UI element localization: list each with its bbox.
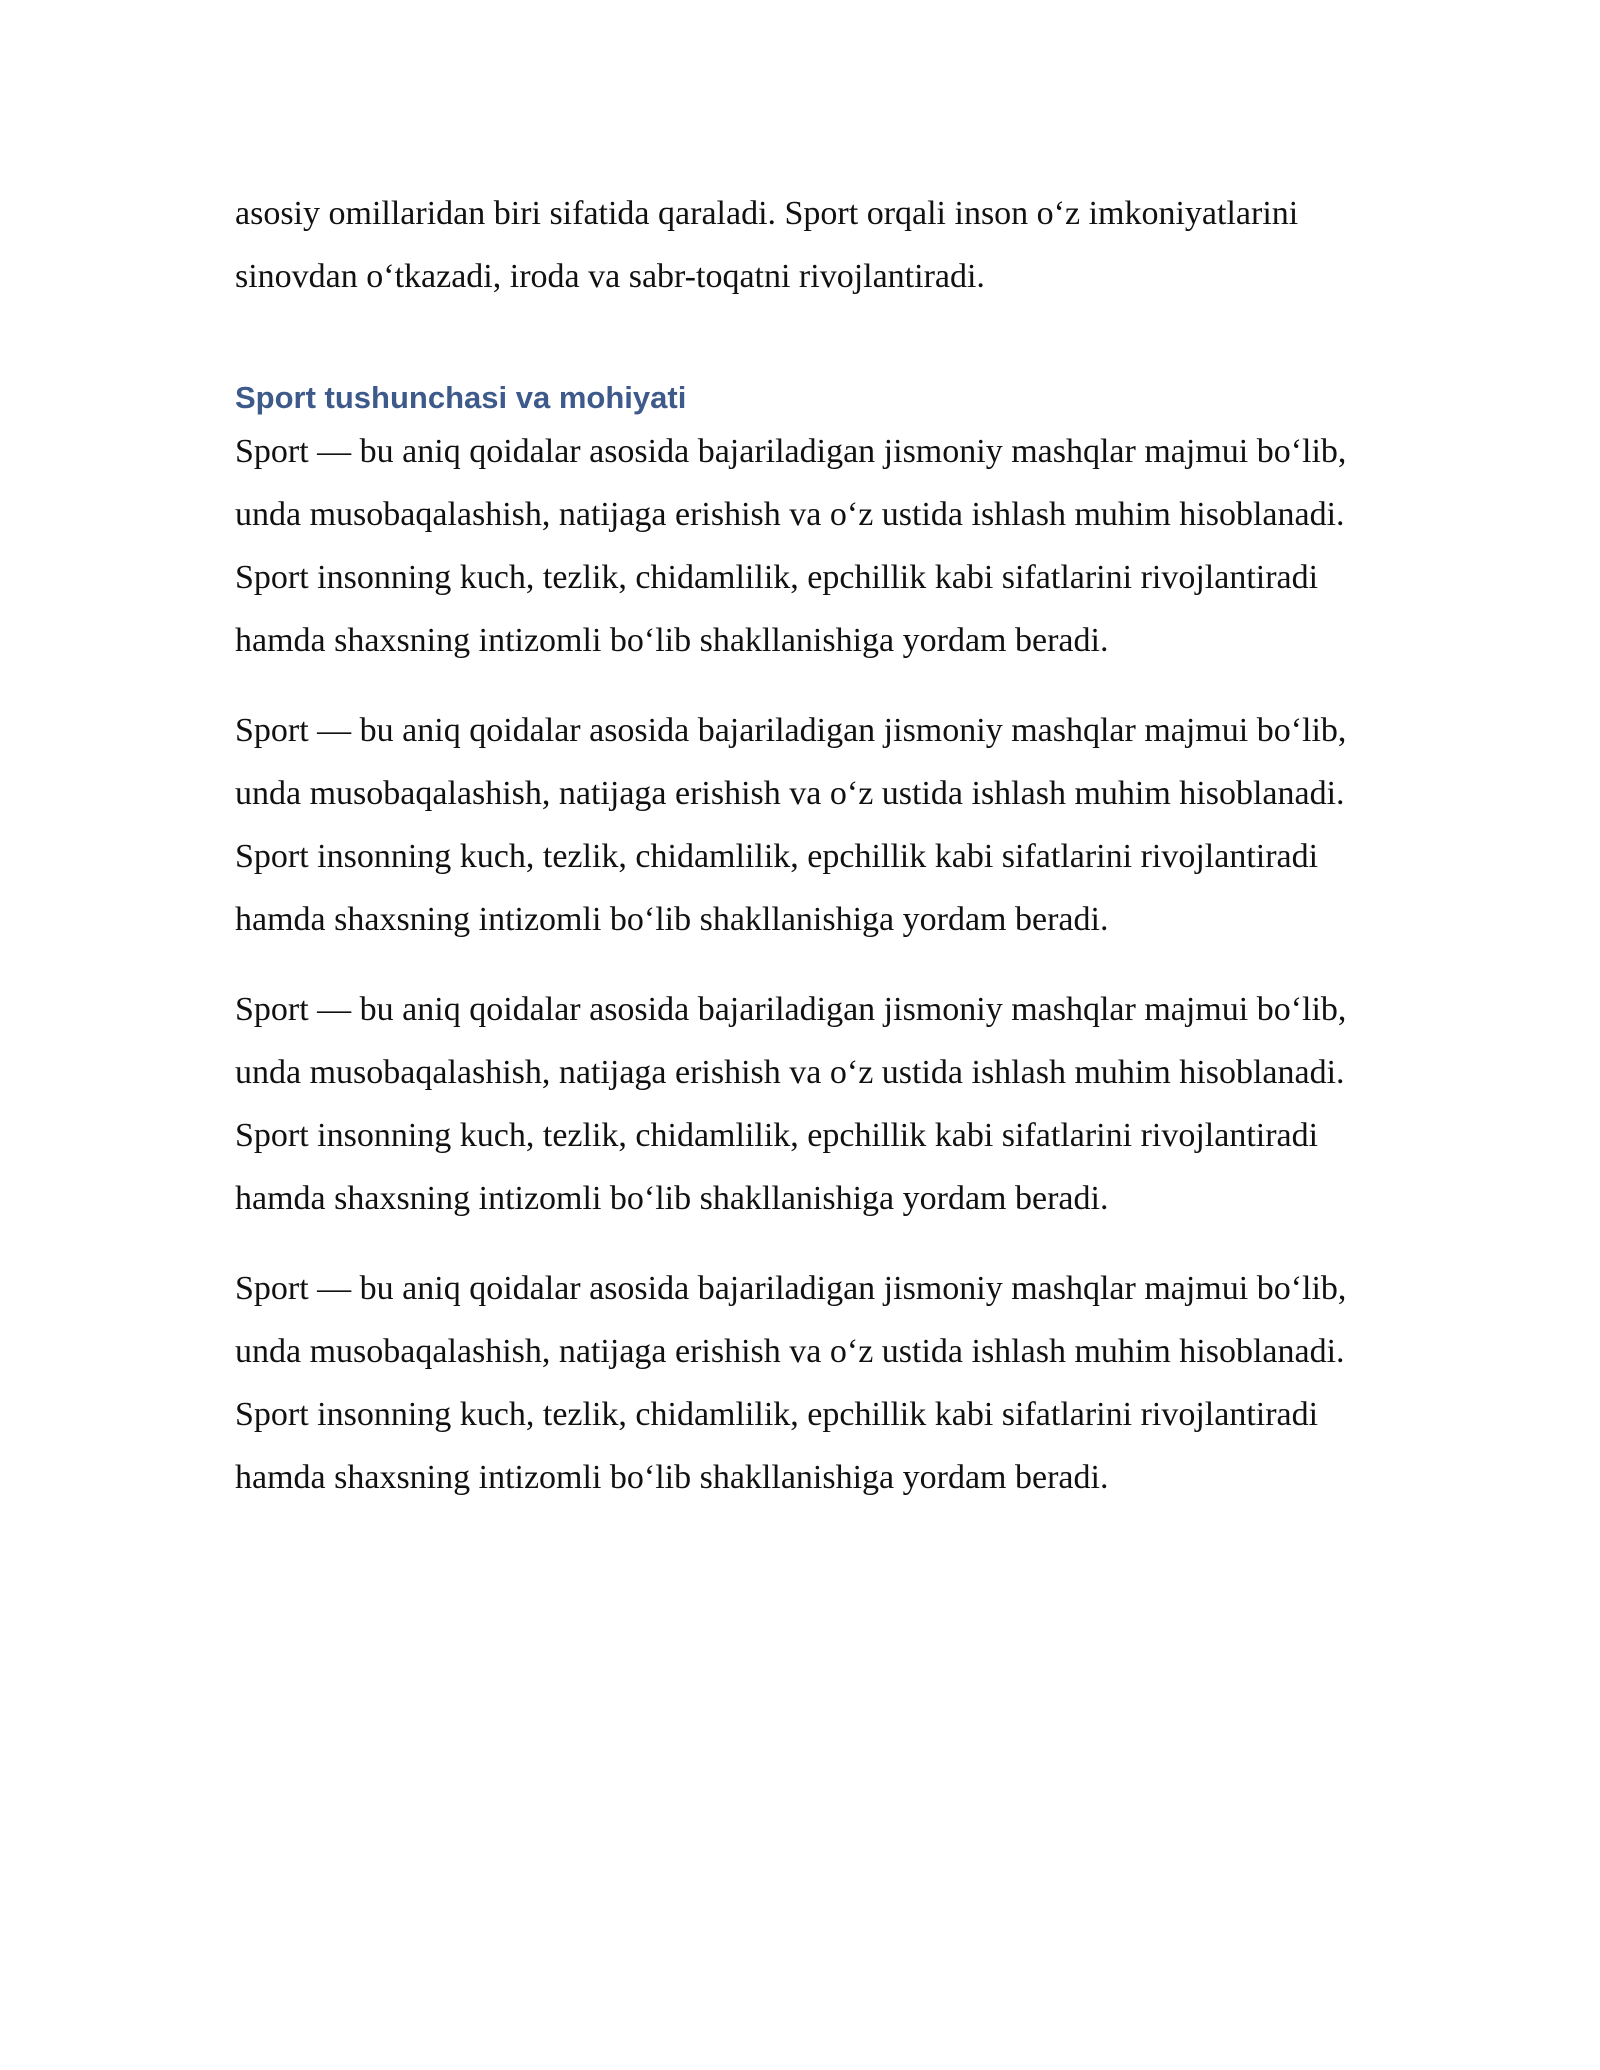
body-paragraph-1: Sport — bu aniq qoidalar asosida bajariladigan jismoniy mashqlar majmui bo‘lib, unda musobaqalashish, natijaga erishish va o‘z ustida ishlash muhim hisoblanadi. Sport insonning kuch, tezlik, chidamlilik, epchillik kabi sifatlarini rivojlantiradi hamda shaxsning intizomli bo‘lib shakllanishiga yordam beradi. — [235, 433, 1347, 659]
paragraph-spacer — [235, 1230, 1375, 1257]
section-heading: Sport tushunchasi va mohiyati — [235, 380, 687, 415]
body-paragraph-3: Sport — bu aniq qoidalar asosida bajariladigan jismoniy mashqlar majmui bo‘lib, unda musobaqalashish, natijaga erishish va o‘z ustida ishlash muhim hisoblanadi. Sport insonning kuch, tezlik, chidamlilik, epchillik kabi sifatlarini rivojlantiradi hamda shaxsning intizomli bo‘lib shakllanishiga yordam beradi. — [235, 991, 1347, 1217]
body-paragraph-2: Sport — bu aniq qoidalar asosida bajariladigan jismoniy mashqlar majmui bo‘lib, unda musobaqalashish, natijaga erishish va o‘z ustida ishlash muhim hisoblanadi. Sport insonning kuch, tezlik, chidamlilik, epchillik kabi sifatlarini rivojlantiradi hamda shaxsning intizomli bo‘lib shakllanishiga yordam beradi. — [235, 712, 1347, 938]
document-page — [235, 182, 1375, 1509]
paragraph-spacer — [235, 951, 1375, 978]
section-heading-wrapper — [235, 378, 1375, 418]
body-paragraph-4: Sport — bu aniq qoidalar asosida bajariladigan jismoniy mashqlar majmui bo‘lib, unda musobaqalashish, natijaga erishish va o‘z ustida ishlash muhim hisoblanadi. Sport insonning kuch, tezlik, chidamlilik, epchillik kabi sifatlarini rivojlantiradi hamda shaxsning intizomli bo‘lib shakllanishiga yordam beradi. — [235, 1270, 1347, 1496]
paragraph-spacer — [235, 672, 1375, 699]
intro-paragraph: asosiy omillaridan biri sifatida qaraladi. Sport orqali inson o‘z imkoniyatlarini sinovdan o‘tkazadi, iroda va sabr-toqatni rivojlantiradi. — [235, 195, 1299, 295]
